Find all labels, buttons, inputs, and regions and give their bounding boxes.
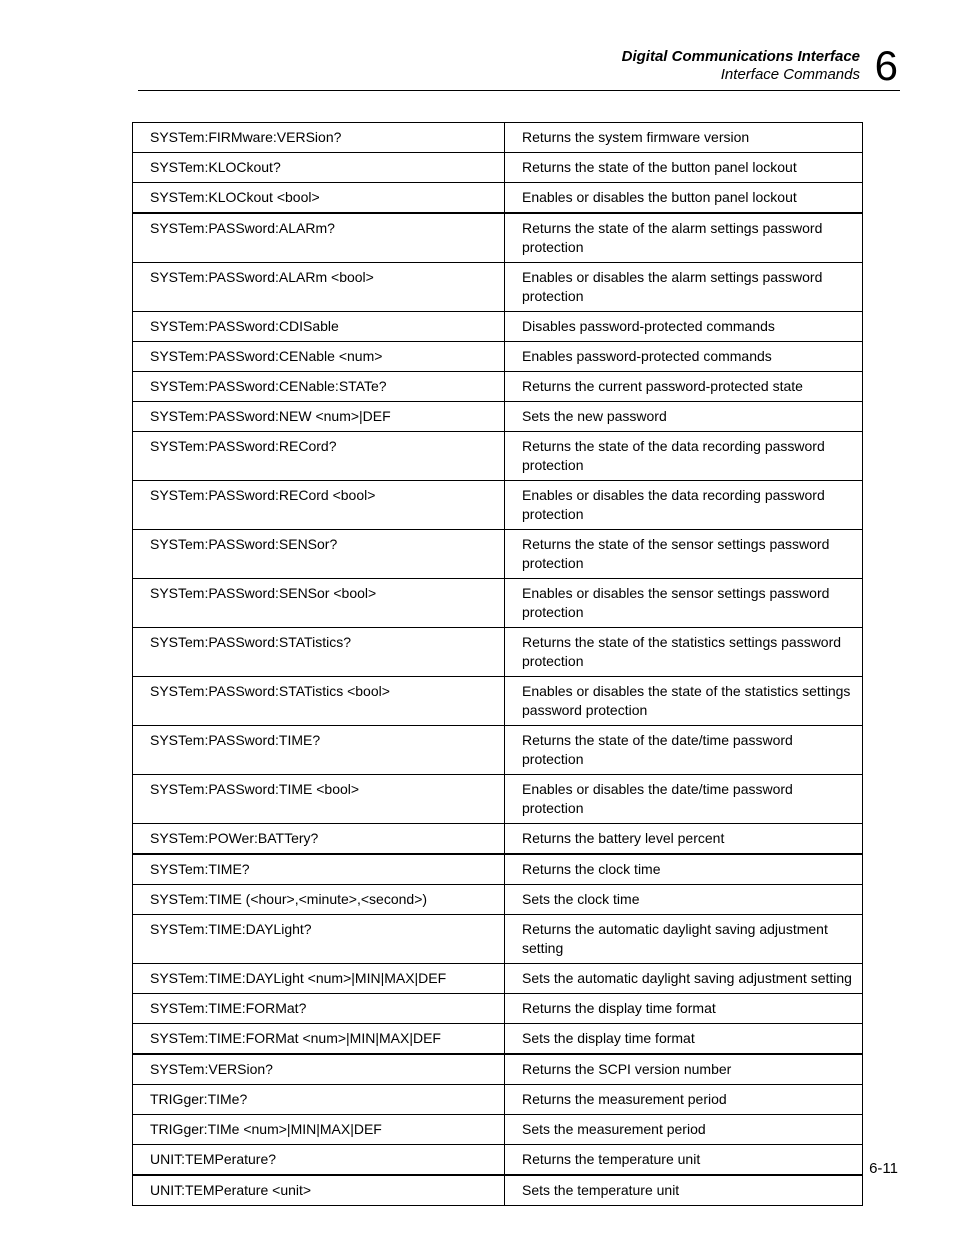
- table-row: [133, 994, 863, 1024]
- table-row: [133, 123, 863, 153]
- command-cell: SYSTem:TIME (<hour>,<minute>,<second>): [133, 885, 505, 915]
- command-cell: SYSTem:PASSword:SENSor <bool>: [133, 579, 505, 628]
- table-row: [133, 1175, 863, 1206]
- description-cell: Sets the automatic daylight saving adjustment setting: [505, 964, 863, 994]
- command-cell: SYSTem:PASSword:CENable <num>: [133, 342, 505, 372]
- description-cell: Returns the state of the statistics settings password protection: [505, 628, 863, 677]
- description-cell: Enables or disables the button panel lockout: [505, 183, 863, 214]
- command-cell: SYSTem:KLOCkout?: [133, 153, 505, 183]
- table-row: [133, 915, 863, 964]
- section-subtitle: Interface Commands: [720, 66, 860, 83]
- command-cell: SYSTem:TIME?: [133, 854, 505, 885]
- description-cell: Returns the temperature unit: [505, 1145, 863, 1176]
- command-cell: SYSTem:POWer:BATTery?: [133, 824, 505, 855]
- description-cell: Returns the system firmware version: [505, 123, 863, 153]
- description-cell: Sets the temperature unit: [505, 1175, 863, 1206]
- description-cell: Returns the measurement period: [505, 1085, 863, 1115]
- command-cell: SYSTem:PASSword:RECord <bool>: [133, 481, 505, 530]
- description-cell: Returns the automatic daylight saving adjustment setting: [505, 915, 863, 964]
- description-cell: Enables or disables the sensor settings password protection: [505, 579, 863, 628]
- command-cell: SYSTem:KLOCkout <bool>: [133, 183, 505, 214]
- description-cell: Returns the SCPI version number: [505, 1054, 863, 1085]
- description-cell: Sets the clock time: [505, 885, 863, 915]
- command-cell: SYSTem:PASSword:NEW <num>|DEF: [133, 402, 505, 432]
- description-cell: Returns the state of the button panel lockout: [505, 153, 863, 183]
- table-row: [133, 964, 863, 994]
- description-cell: Enables or disables the data recording password protection: [505, 481, 863, 530]
- command-cell: SYSTem:PASSword:RECord?: [133, 432, 505, 481]
- command-cell: SYSTem:PASSword:ALARm?: [133, 213, 505, 263]
- description-cell: Returns the clock time: [505, 854, 863, 885]
- command-cell: SYSTem:TIME:DAYLight?: [133, 915, 505, 964]
- page-number: 6-11: [869, 1160, 898, 1177]
- description-cell: Disables password-protected commands: [505, 312, 863, 342]
- command-cell: TRIGger:TIMe <num>|MIN|MAX|DEF: [133, 1115, 505, 1145]
- description-cell: Returns the state of the data recording password protection: [505, 432, 863, 481]
- table-row: [133, 1145, 863, 1176]
- command-cell: SYSTem:FIRMware:VERSion?: [133, 123, 505, 153]
- table-row: [133, 372, 863, 402]
- header-text: [622, 48, 860, 84]
- page-header: [138, 44, 900, 91]
- table-row: [133, 1054, 863, 1085]
- table-row: [133, 342, 863, 372]
- command-cell: SYSTem:PASSword:CENable:STATe?: [133, 372, 505, 402]
- command-cell: SYSTem:TIME:FORMat <num>|MIN|MAX|DEF: [133, 1024, 505, 1055]
- command-cell: SYSTem:PASSword:TIME?: [133, 726, 505, 775]
- command-cell: SYSTem:PASSword:CDISable: [133, 312, 505, 342]
- table-row: [133, 263, 863, 312]
- command-cell: SYSTem:PASSword:STATistics <bool>: [133, 677, 505, 726]
- description-cell: Sets the measurement period: [505, 1115, 863, 1145]
- table-row: [133, 726, 863, 775]
- description-cell: Returns the state of the date/time password protection: [505, 726, 863, 775]
- section-title: Digital Communications Interface: [621, 48, 860, 65]
- description-cell: Returns the state of the sensor settings password protection: [505, 530, 863, 579]
- table-row: [133, 579, 863, 628]
- table-row: [133, 628, 863, 677]
- command-cell: SYSTem:TIME:FORMat?: [133, 994, 505, 1024]
- description-cell: Enables or disables the date/time password protection: [505, 775, 863, 824]
- description-cell: Enables password-protected commands: [505, 342, 863, 372]
- description-cell: Returns the battery level percent: [505, 824, 863, 855]
- description-cell: Sets the new password: [505, 402, 863, 432]
- table-row: [133, 183, 863, 214]
- table-row: [133, 432, 863, 481]
- description-cell: Returns the state of the alarm settings password protection: [505, 213, 863, 263]
- table-row: [133, 402, 863, 432]
- table-row: [133, 677, 863, 726]
- command-table: [132, 122, 863, 1206]
- command-cell: TRIGger:TIMe?: [133, 1085, 505, 1115]
- chapter-number: 6: [874, 42, 898, 89]
- table-row: [133, 1115, 863, 1145]
- table-row: [133, 312, 863, 342]
- command-cell: SYSTem:PASSword:STATistics?: [133, 628, 505, 677]
- table-row: [133, 213, 863, 263]
- description-cell: Returns the current password-protected state: [505, 372, 863, 402]
- command-cell: UNIT:TEMPerature?: [133, 1145, 505, 1176]
- command-cell: SYSTem:TIME:DAYLight <num>|MIN|MAX|DEF: [133, 964, 505, 994]
- table-row: [133, 1024, 863, 1055]
- description-cell: Enables or disables the alarm settings password protection: [505, 263, 863, 312]
- command-cell: SYSTem:PASSword:ALARm <bool>: [133, 263, 505, 312]
- description-cell: Returns the display time format: [505, 994, 863, 1024]
- table-row: [133, 854, 863, 885]
- table-row: [133, 530, 863, 579]
- command-cell: SYSTem:PASSword:SENSor?: [133, 530, 505, 579]
- command-cell: UNIT:TEMPerature <unit>: [133, 1175, 505, 1206]
- table-row: [133, 775, 863, 824]
- description-cell: Sets the display time format: [505, 1024, 863, 1055]
- command-table-body: [133, 123, 863, 1206]
- command-cell: SYSTem:PASSword:TIME <bool>: [133, 775, 505, 824]
- description-cell: Enables or disables the state of the statistics settings password protection: [505, 677, 863, 726]
- table-row: [133, 481, 863, 530]
- table-row: [133, 153, 863, 183]
- table-row: [133, 824, 863, 855]
- table-row: [133, 1085, 863, 1115]
- command-cell: SYSTem:VERSion?: [133, 1054, 505, 1085]
- table-row: [133, 885, 863, 915]
